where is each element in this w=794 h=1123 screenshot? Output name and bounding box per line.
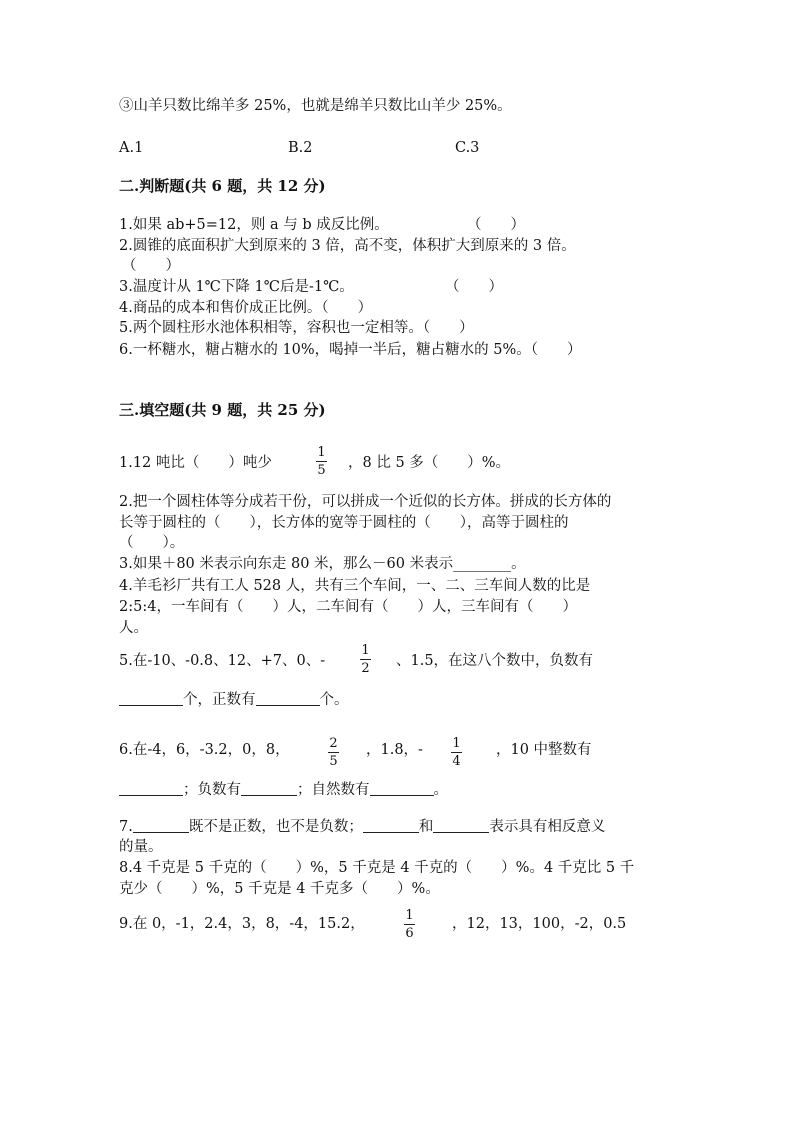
answer-blank[interactable] <box>256 691 320 706</box>
fill-q2-line1: 2.把一个圆柱体等分成若干份，可以拼成一个近似的长方体。拼成的长方体的 <box>119 494 612 510</box>
fill-q5-line2 <box>119 690 349 710</box>
judge-q5-text: 5.两个圆柱形水池体积相等，容积也一定相等。 <box>119 320 423 336</box>
fill-q5-part-b: 、1.5，在这八个数中，负数有 <box>396 653 594 669</box>
judge-q3 <box>119 277 503 297</box>
option-a: A.1 <box>119 140 144 156</box>
fill-q6-line2a: ；负数有 <box>183 782 241 798</box>
judge-q6 <box>119 340 582 360</box>
fraction-denominator: 5 <box>329 754 338 769</box>
fill-q7-line2: 的量。 <box>119 839 163 855</box>
judge-q4 <box>119 298 372 318</box>
judge-q1-paren[interactable]: （ ） <box>467 217 525 233</box>
fill-q1-part-a: 1.12 吨比（ ）吨少 <box>119 455 272 471</box>
fill-q5-part-a: 5.在-10、-0.8、12、+7、0、- <box>119 653 326 669</box>
judge-q3-paren[interactable]: （ ） <box>445 279 503 295</box>
fraction-bar <box>360 659 371 660</box>
fill-q6-part-c: ，10 中整数有 <box>496 742 592 758</box>
judge-q6-text: 6.一杯糖水，糖占糖水的 10%，喝掉一半后，糖占糖水的 5%。 <box>119 342 531 358</box>
judge-q5 <box>119 318 474 338</box>
fill-q3: 3.如果＋80 米表示向东走 80 米，那么－60 米表示________。 <box>119 556 526 572</box>
fill-q7-line1 <box>119 817 605 837</box>
fill-q7-text-c: 和 <box>418 819 434 835</box>
fraction-1-5 <box>316 445 327 478</box>
fraction-numerator: 1 <box>405 908 414 923</box>
fraction-bar <box>316 461 327 462</box>
judge-q4-paren[interactable]: （ ） <box>321 300 373 316</box>
fraction-1-2 <box>360 643 371 676</box>
fill-q4-line3: 人。 <box>119 620 148 636</box>
answer-blank[interactable] <box>363 818 419 833</box>
fill-q2-line3: （ ）。 <box>119 535 185 551</box>
option-b: B.2 <box>288 140 313 156</box>
fraction-denominator: 2 <box>361 661 370 676</box>
fraction-numerator: 2 <box>329 736 338 751</box>
fill-q9-part-b: ，12，13，100，-2，0.5 <box>452 916 627 932</box>
fraction-denominator: 6 <box>405 926 414 941</box>
fraction-bar <box>451 752 462 753</box>
fill-q6-line2c: 。 <box>433 782 448 798</box>
answer-blank[interactable] <box>241 781 297 796</box>
intro-line: ③山羊只数比绵羊多 25%，也就是绵羊只数比山羊少 25%。 <box>119 98 512 114</box>
fill-q6-part-b: ，1.8，- <box>366 742 423 758</box>
fraction-numerator: 1 <box>452 736 461 751</box>
fraction-numerator: 1 <box>317 445 326 460</box>
fill-q7-text-b: 既不是正数，也不是负数； <box>188 819 363 835</box>
fraction-1-4 <box>451 736 462 769</box>
judge-q1-text: 1.如果 ab+5=12，则 a 与 b 成反比例。 <box>119 217 389 233</box>
fraction-1-6 <box>404 908 415 941</box>
fill-q6-part-a: 6.在-4，6，-3.2，0，8， <box>119 742 290 758</box>
judge-q4-text: 4.商品的成本和售价成正比例。 <box>119 300 322 316</box>
fraction-bar <box>328 752 339 753</box>
fill-q8-line1: 8.4 千克是 5 千克的（ ）%，5 千克是 4 千克的（ ）%。4 千克比 5 千 <box>119 860 635 876</box>
fill-q6-line2b: ；自然数有 <box>297 782 370 798</box>
answer-blank[interactable] <box>370 781 434 796</box>
answer-blank[interactable] <box>433 818 489 833</box>
fill-q5-line2-end: 个。 <box>319 692 349 708</box>
fraction-denominator: 4 <box>452 754 461 769</box>
fill-q4-line2: 2:5:4，一车间有（ ）人，二车间有（ ）人，三车间有（ ） <box>119 599 577 615</box>
fill-q4-line1: 4.羊毛衫厂共有工人 528 人，共有三个车间，一、二、三车间人数的比是 <box>119 578 591 594</box>
judge-q2: 2.圆锥的底面积扩大到原来的 3 倍，高不变，体积扩大到原来的 3 倍。 <box>119 238 576 254</box>
judge-q3-text: 3.温度计从 1℃下降 1℃后是-1℃。 <box>119 279 354 295</box>
fill-q2-line2: 长等于圆柱的（ ），长方体的宽等于圆柱的（ ），高等于圆柱的 <box>119 515 569 531</box>
fraction-numerator: 1 <box>361 643 370 658</box>
answer-blank[interactable] <box>119 781 183 796</box>
judge-q5-paren[interactable]: （ ） <box>422 320 474 336</box>
option-c: C.3 <box>455 140 480 156</box>
fraction-2-5 <box>328 736 339 769</box>
judge-q6-paren[interactable]: （ ） <box>530 342 582 358</box>
answer-blank[interactable] <box>133 818 189 833</box>
fraction-denominator: 5 <box>317 463 326 478</box>
judge-q1 <box>119 215 525 235</box>
judge-q2-paren[interactable]: （ ） <box>122 258 180 274</box>
fill-q6-line2 <box>119 780 448 800</box>
fraction-bar <box>404 924 415 925</box>
answer-blank[interactable] <box>119 691 183 706</box>
section-heading-fill: 三.填空题(共 9 题，共 25 分) <box>119 401 326 419</box>
section-heading-judge: 二.判断题(共 6 题，共 12 分) <box>119 177 326 195</box>
fill-q7-number: 7. <box>119 819 133 835</box>
fill-q1-part-b: ，8 比 5 多（ ）%。 <box>348 455 511 471</box>
fill-q8-line2: 克少（ ）%，5 千克是 4 千克多（ ）%。 <box>119 881 440 897</box>
fill-q5-line2-text: 个，正数有 <box>183 692 256 708</box>
fill-q7-text-d: 表示具有相反意义 <box>489 819 606 835</box>
fill-q9-part-a: 9.在 0，-1，2.4，3，8，-4，15.2， <box>119 916 365 932</box>
